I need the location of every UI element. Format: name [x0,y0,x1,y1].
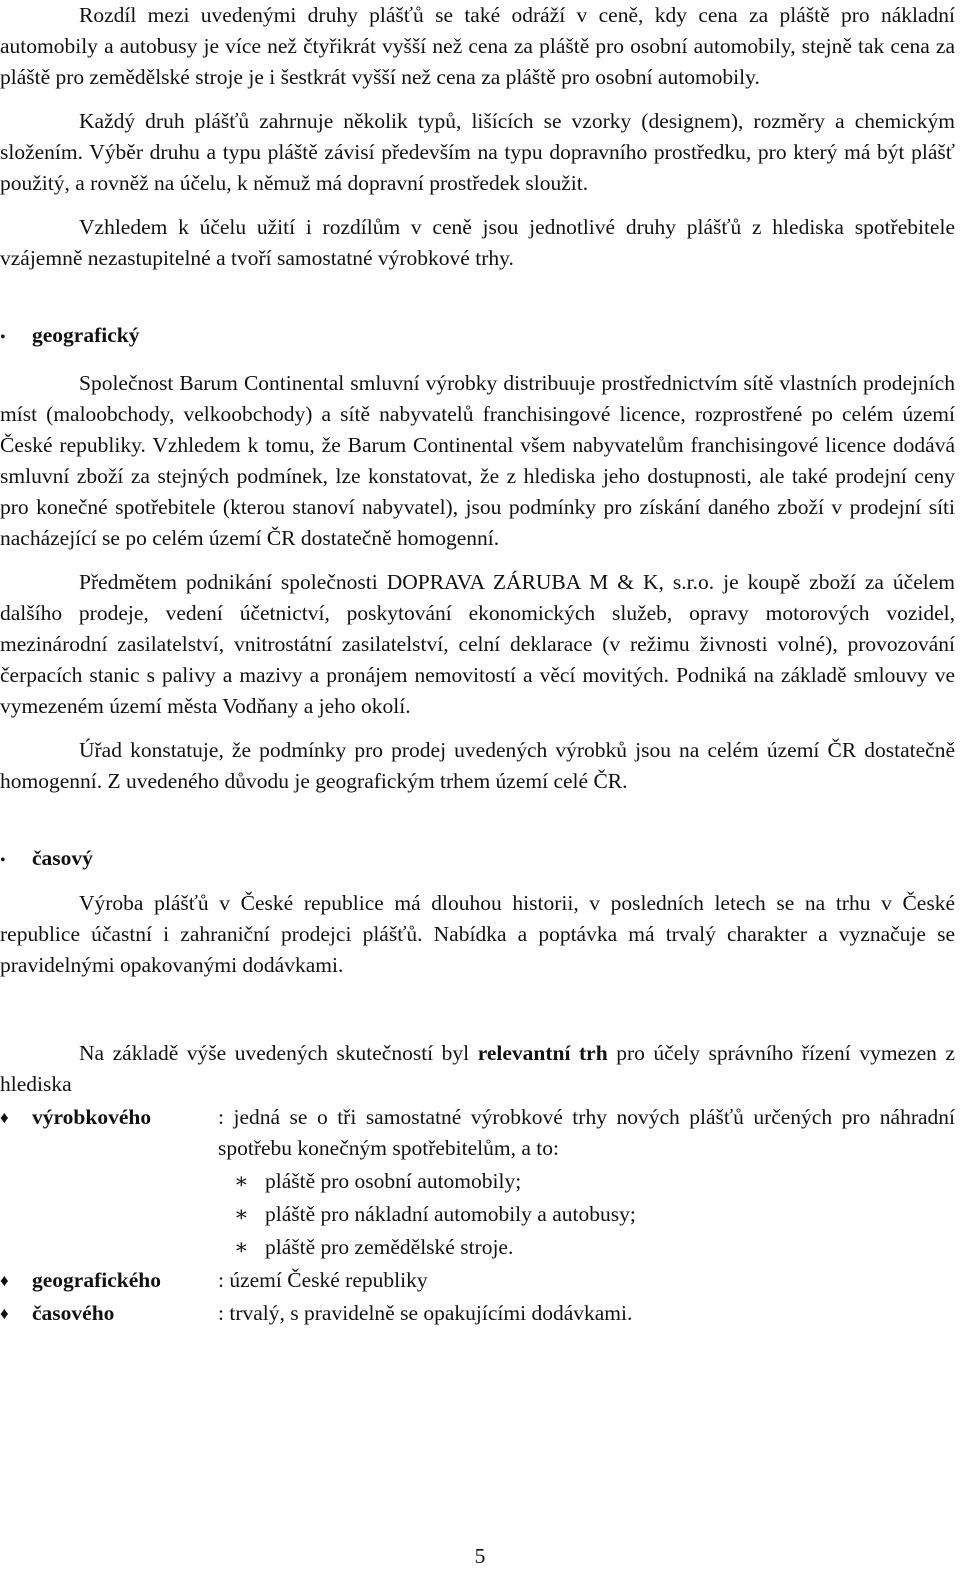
paragraph-conclusion-intro [0,1038,955,1100]
diamond-bullet-icon: ♦ [0,1271,9,1290]
definition-row-time [0,1298,955,1329]
section-heading-time-label: časový [32,846,93,870]
definition-value: : území České republiky [218,1268,428,1292]
list-item-text: pláště pro osobní automobily; [265,1169,522,1193]
page-number: 5 [474,1544,486,1568]
list-item [234,1166,955,1197]
bullet-icon: • [0,329,6,346]
paragraph-time-market: Výroba plášťů v České republice má dlouhou historii, v posledních letech se na trhu v České republice účastní i zahraniční prodejci plášťů. Nabídka a poptávka má trvalý charakter a vyznačuje se pravidelnými opakovanými dodávkami. [0,891,955,977]
definition-value: : trvalý, s pravidelně se opakujícími dodávkami. [218,1301,633,1325]
section-heading-geographic-label: geografický [32,323,140,347]
paragraph-geographic-conclusion: Úřad konstatuje, že podmínky pro prodej uvedených výrobků jsou na celém území ČR dostatečně homogenní. Z uvedeného důvodu je geografickým trhem území celé ČR. [0,738,955,793]
list-item [234,1232,955,1263]
paragraph-distribution: Společnost Barum Continental smluvní výrobky distribuuje prostřednictvím sítě vlastních prodejních míst (maloobchody, velkoobchody) a sítě nabyvatelů franchisingové licence, rozprostřené po celém území České republiky. Vzhledem k tomu, že Barum Continental všem nabyvatelům franchisingové licence dodává smluvní zboží za stejných podmínek, lze konstatovat, že z hlediska jeho dostupnosti, ale také prodejní ceny pro konečné spotřebitele (kterou stanoví nabyvatel), jsou podmínky pro získání daného zboží v prodejní síti nacházející se po celém území ČR dostatečně homogenní. [0,371,955,550]
conclusion-intro-after: pro účely správního řízení vymezen z hlediska [0,1041,956,1096]
definition-value-text: : jedná se o tři samostatné výrobkové trhy nových plášťů určených pro náhradní spotřebu konečným spotřebitelům, a to: [218,1105,955,1160]
paragraph-product-markets: Vzhledem k účelu užití i rozdílům v ceně jsou jednotlivé druhy plášťů z hlediska spotřebitele vzájemně nezastupitelné a tvoří samostatné výrobkové trhy. [0,215,955,270]
asterisk-bullet-icon: ∗ [234,1202,249,1226]
paragraph-company-business: Předmětem podnikání společnosti DOPRAVA ZÁRUBA M & K, s.r.o. je koupě zboží za účelem dalšího prodeje, vedení účetnictví, poskytování ekonomických služeb, opravy motorových vozidel, mezinárodní zasilatelství, vnitrostátní zasilatelství, celní deklarace (v režimu živnosti volné), provozování čerpacích stanic s palivy a mazivy a pronájem nemovitostí a věcí movitých. Podniká na základě smlouvy ve vymezeném území města Vodňany a jeho okolí. [0,570,955,718]
list-item-text: pláště pro zemědělské stroje. [265,1235,514,1259]
bullet-icon: • [0,852,6,869]
definition-term: časového [32,1301,115,1325]
diamond-bullet-icon: ♦ [0,1108,9,1127]
definition-term: geografického [32,1268,161,1292]
list-item [234,1199,955,1230]
asterisk-bullet-icon: ∗ [234,1235,249,1259]
definition-row-geographic [0,1265,955,1296]
paragraph-tire-types: Každý druh plášťů zahrnuje několik typů, lišících se vzorky (designem), rozměry a chemickým složením. Výběr druhu a typu pláště závisí především na typu dopravního prostředku, pro který má být plášť použitý, a rovněž na účelu, k němuž má dopravní prostředek sloužit. [0,109,955,195]
definition-term: výrobkového [32,1105,152,1129]
paragraph-price-differences: Rozdíl mezi uvedenými druhy plášťů se také odráží v ceně, kdy cena za pláště pro nákladní automobily a autobusy je více než čtyřikrát vyšší než cena za pláště pro osobní automobily, stejně tak cena za pláště pro zemědělské stroje je i šestkrát vyšší než cena za pláště pro osobní automobily. [0,3,955,89]
list-item-text: pláště pro nákladní automobily a autobusy; [265,1202,636,1226]
diamond-bullet-icon: ♦ [0,1304,9,1323]
definition-value [218,1102,955,1263]
section-heading-time [0,843,955,876]
definition-row-product [0,1102,955,1263]
asterisk-bullet-icon: ∗ [234,1169,249,1193]
conclusion-relevant-market: relevantní trh [477,1041,608,1065]
product-market-list [218,1166,955,1263]
conclusion-intro-before: Na základě výše uvedených skutečností byl [79,1041,478,1065]
section-heading-geographic [0,320,955,353]
